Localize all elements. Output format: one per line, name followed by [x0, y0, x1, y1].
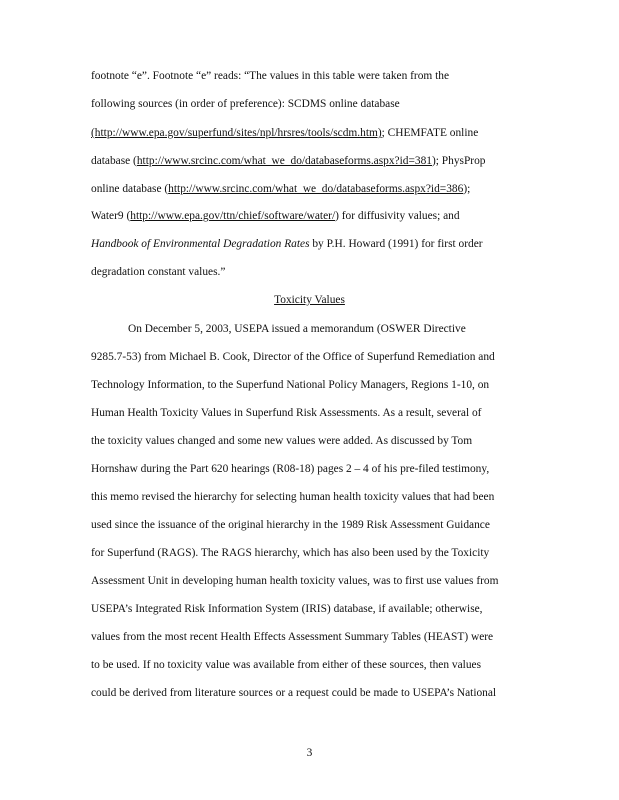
para1-line-5: [91, 182, 470, 196]
para2-line-6: Hornshaw during the Part 620 hearings (R08-18) pages 2 – 4 of his pre-filed testimony,: [91, 463, 490, 475]
para1-line-6: [91, 209, 460, 223]
para2-line-14: could be derived from literature sources or a request could be made to USEPA’s National: [91, 687, 497, 699]
page-number: 3: [306, 747, 313, 759]
para2-line-11: USEPA’s Integrated Risk Information System (IRIS) database, if available; otherwise,: [91, 603, 483, 615]
text: footnote “e”. Footnote “e” reads: “The values in this table were taken from the: [91, 70, 450, 82]
water9-link[interactable]: http://www.epa.gov/ttn/chief/software/water/: [130, 210, 336, 222]
para2-line-9: for Superfund (RAGS). The RAGS hierarchy, which has also been used by the Toxicity: [91, 547, 490, 559]
para2-line-7: this memo revised the hierarchy for selecting human health toxicity values that had been: [91, 491, 495, 503]
para2-line-8: used since the issuance of the original hierarchy in the 1989 Risk Assessment Guidance: [91, 519, 490, 531]
para2-line-1: On December 5, 2003, USEPA issued a memorandum (OSWER Directive: [128, 323, 466, 335]
para2-line-10: Assessment Unit in developing human health toxicity values, was to first use values from: [91, 575, 499, 587]
para1-line-3: [91, 126, 478, 140]
section-heading: Toxicity Values: [274, 294, 345, 306]
para1-line-2: [91, 97, 400, 111]
text: );: [463, 183, 471, 195]
scdms-link[interactable]: (http://www.epa.gov/superfund/sites/npl/hrsres/tools/scdm.htm): [91, 127, 382, 139]
text: ) for diffusivity values; and: [335, 210, 460, 222]
handbook-title: Handbook of Environmental Degradation Rates: [91, 238, 310, 250]
para2-line-3: Technology Information, to the Superfund National Policy Managers, Regions 1-10, on: [91, 379, 490, 391]
chemfate-link[interactable]: http://www.srcinc.com/what_we_do/databaseforms.aspx?id=381: [136, 155, 432, 167]
para2-line-12: values from the most recent Health Effects Assessment Summary Tables (HEAST) were: [91, 631, 494, 643]
text: by P.H. Howard (1991) for first order: [309, 238, 483, 250]
para1-line-4: [91, 154, 485, 168]
text: Water9 (: [91, 210, 131, 222]
physprop-link[interactable]: http://www.srcinc.com/what_we_do/databaseforms.aspx?id=386: [168, 183, 464, 195]
para1-line-7: [91, 237, 483, 251]
para2-line-2: 9285.7-53) from Michael B. Cook, Director of the Office of Superfund Remediation and: [91, 351, 495, 363]
para1-line-1: [91, 69, 449, 83]
text: ); PhysProp: [432, 155, 486, 167]
text: online database (: [91, 183, 169, 195]
para2-line-4: Human Health Toxicity Values in Superfund Risk Assessments. As a result, several of: [91, 407, 482, 419]
para2-line-13: to be used. If no toxicity value was available from either of these sources, then values: [91, 659, 482, 671]
text: database (: [91, 155, 137, 167]
text: degradation constant values.”: [91, 266, 226, 278]
para2-line-5: the toxicity values changed and some new values were added. As discussed by Tom: [91, 435, 473, 447]
para1-line-8: [91, 265, 225, 279]
text: ; CHEMFATE online: [381, 127, 479, 139]
text: following sources (in order of preference): SCDMS online database: [91, 98, 400, 110]
